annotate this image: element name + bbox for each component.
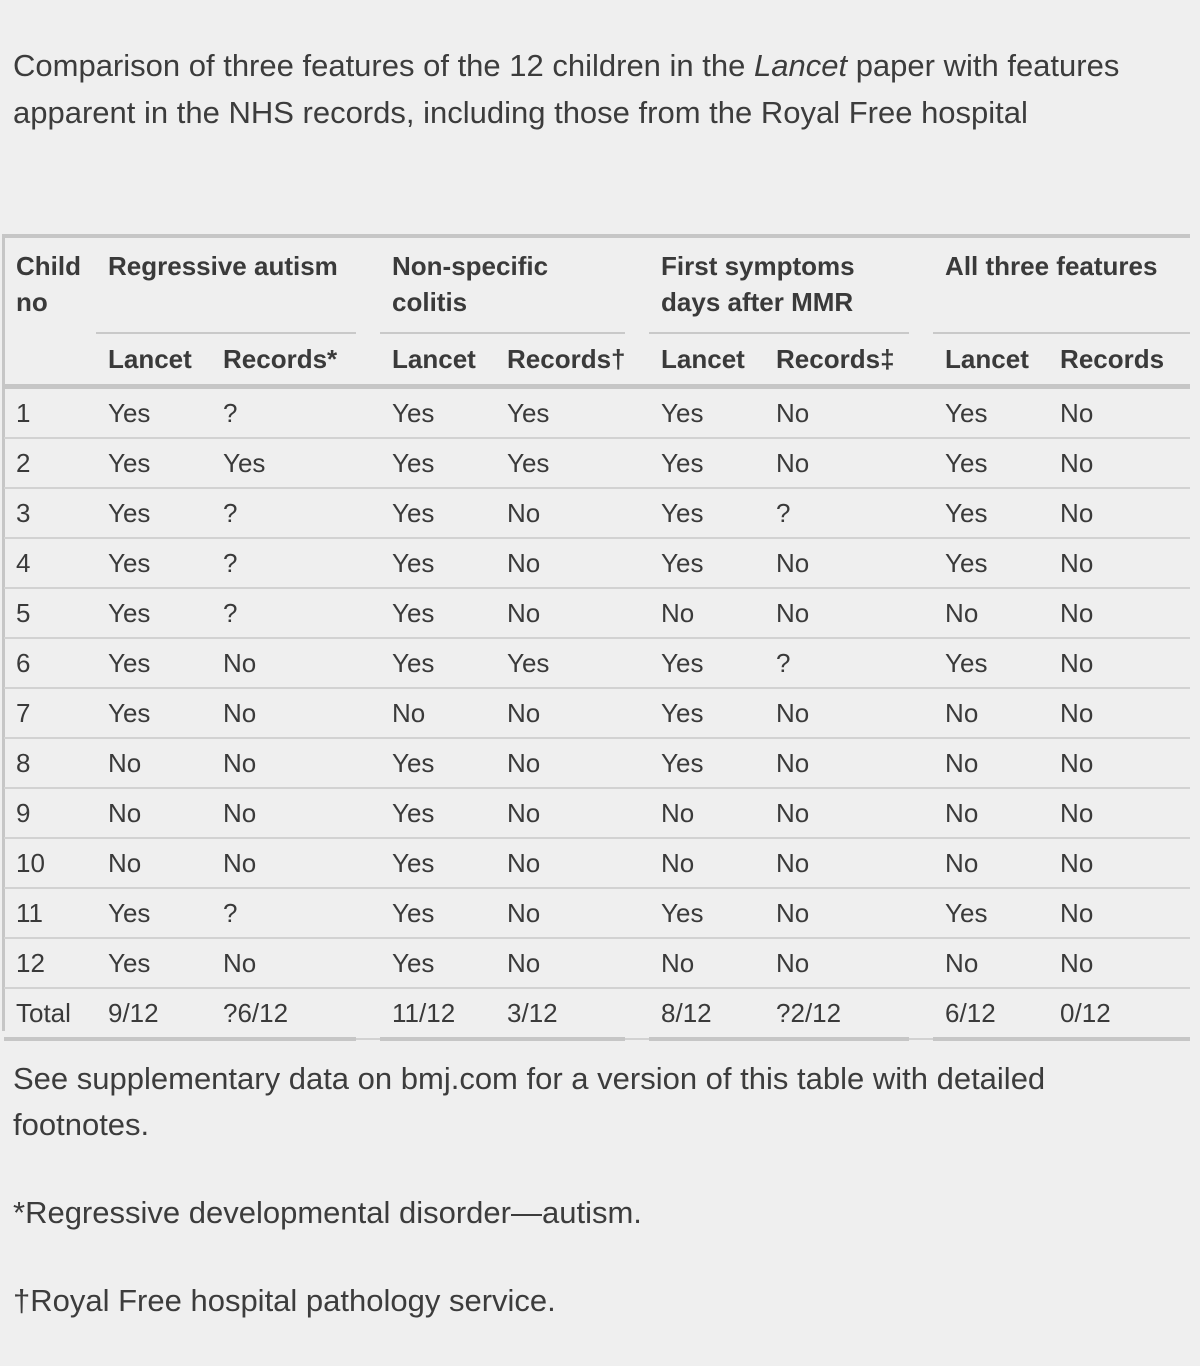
subheader-lancet: Lancet (392, 343, 476, 374)
table-cell: No (495, 788, 625, 838)
table-cell: Yes (96, 588, 211, 638)
table-cell: No (495, 488, 625, 538)
table-cell: No (764, 538, 909, 588)
table-cell: No (764, 438, 909, 488)
table-cell: No (933, 688, 1048, 738)
table-cell: No (764, 688, 909, 738)
table-cell: Yes (380, 938, 495, 988)
table-cell: Yes (380, 638, 495, 688)
table-cell: No (764, 788, 909, 838)
table-cell: Yes (380, 788, 495, 838)
table-cell: No (933, 588, 1048, 638)
table-cell: Yes (96, 938, 211, 988)
table-cell: ? (764, 488, 909, 538)
table-cell: Yes (96, 488, 211, 538)
table-row (4, 488, 1190, 538)
caption-italic: Lancet (754, 48, 848, 83)
subheader-records: Records‡ (776, 343, 895, 374)
table-cell: Yes (933, 538, 1048, 588)
table-cell: No (649, 938, 764, 988)
table-cell: ? (211, 488, 356, 538)
table-cell: Yes (380, 838, 495, 888)
child-number: 3 (4, 488, 96, 538)
table-cell: No (96, 838, 211, 888)
table-cell: Yes (649, 888, 764, 938)
table-cell: No (933, 938, 1048, 988)
table-cell: No (495, 888, 625, 938)
table-cell: 11/12 (380, 988, 495, 1039)
table-cell: No (211, 688, 356, 738)
table-body (4, 387, 1190, 1040)
table-cell: Yes (933, 638, 1048, 688)
table-row (4, 788, 1190, 838)
child-number: 10 (4, 838, 96, 888)
table-cell: ? (211, 387, 356, 439)
table-cell: No (495, 538, 625, 588)
header-group-regressive-autism: Regressive autism (96, 236, 356, 333)
table-cell: No (211, 788, 356, 838)
child-number: 4 (4, 538, 96, 588)
table-cell: No (495, 588, 625, 638)
table-cell: No (1048, 588, 1190, 638)
table-cell: No (380, 688, 495, 738)
table-row (4, 838, 1190, 888)
table-cell: ?6/12 (211, 988, 356, 1039)
caption-text-rest: paper with features apparent in the NHS records, including those from the Royal Free hospital (13, 48, 1120, 130)
table-cell: Yes (649, 387, 764, 439)
table-cell: No (1048, 738, 1190, 788)
comparison-table (4, 234, 1190, 1041)
table-cell: No (933, 738, 1048, 788)
table-cell: No (1048, 688, 1190, 738)
table-cell: No (649, 588, 764, 638)
footnotes (13, 1056, 1173, 1366)
table-cell: Yes (380, 438, 495, 488)
subheader-records: Records† (507, 343, 626, 374)
table-cell: No (1048, 638, 1190, 688)
table-cell: No (649, 788, 764, 838)
subheader-lancet: Lancet (661, 343, 745, 374)
table-cell: No (211, 738, 356, 788)
table-cell: ? (211, 538, 356, 588)
subheader-records: Records* (223, 343, 338, 374)
table-cell: Yes (380, 588, 495, 638)
table-cell: Yes (495, 438, 625, 488)
total-label: Total (4, 988, 96, 1039)
table-row (4, 938, 1190, 988)
table-cell: 0/12 (1048, 988, 1190, 1039)
table-cell: Yes (380, 387, 495, 439)
footnote-dagger: †Royal Free hospital pathology service. (13, 1283, 556, 1318)
table-cell: Yes (96, 438, 211, 488)
table-cell: No (495, 738, 625, 788)
table-cell: Yes (649, 488, 764, 538)
table-cell: No (933, 838, 1048, 888)
table-row (4, 538, 1190, 588)
child-number: 9 (4, 788, 96, 838)
table-cell: No (211, 938, 356, 988)
subheader-lancet: Lancet (945, 343, 1029, 374)
table-cell: No (764, 888, 909, 938)
table-cell: Yes (933, 387, 1048, 439)
subheader-lancet: Lancet (108, 343, 192, 374)
subheader-records: Records (1060, 343, 1165, 374)
table-cell: No (96, 738, 211, 788)
table-cell: No (96, 788, 211, 838)
table-cell: Yes (495, 638, 625, 688)
table-cell: No (933, 788, 1048, 838)
table-cell: Yes (649, 538, 764, 588)
table-cell: No (1048, 488, 1190, 538)
table-cell: No (649, 838, 764, 888)
table-cell: Yes (649, 638, 764, 688)
table-cell: Yes (96, 688, 211, 738)
caption-text: Comparison of three features of the 12 children in the (13, 48, 754, 83)
table-cell: Yes (96, 387, 211, 439)
table-cell: ? (764, 638, 909, 688)
table-cell: 3/12 (495, 988, 625, 1039)
table-cell: No (495, 688, 625, 738)
group-header-row (4, 236, 1190, 333)
table-cell: Yes (933, 888, 1048, 938)
table-cell: ? (211, 888, 356, 938)
table-row (4, 387, 1190, 439)
table-row (4, 738, 1190, 788)
table-row (4, 588, 1190, 638)
table-cell: Yes (96, 538, 211, 588)
table-cell: Yes (96, 638, 211, 688)
child-number: 6 (4, 638, 96, 688)
table-cell: No (1048, 387, 1190, 439)
table-row (4, 888, 1190, 938)
child-number: 7 (4, 688, 96, 738)
table-cell: Yes (649, 738, 764, 788)
table-cell: 6/12 (933, 988, 1048, 1039)
table-cell: Yes (495, 387, 625, 439)
table-row (4, 638, 1190, 688)
table-cell: No (1048, 888, 1190, 938)
header-group-all-three: All three features (933, 236, 1190, 333)
child-number: 5 (4, 588, 96, 638)
table-cell: No (495, 838, 625, 888)
table-cell: Yes (380, 738, 495, 788)
table-cell: No (764, 838, 909, 888)
table-row (4, 688, 1190, 738)
footnote-supplementary: See supplementary data on bmj.com for a version of this table with detailed footnotes. (13, 1061, 1046, 1142)
total-row (4, 988, 1190, 1039)
table-cell: No (211, 838, 356, 888)
table-cell: Yes (649, 438, 764, 488)
table-cell: Yes (933, 488, 1048, 538)
header-child-no: Child no (16, 251, 81, 317)
table-cell: Yes (649, 688, 764, 738)
child-number: 11 (4, 888, 96, 938)
child-number: 12 (4, 938, 96, 988)
table-cell: Yes (96, 888, 211, 938)
table-cell: Yes (933, 438, 1048, 488)
table-cell: 8/12 (649, 988, 764, 1039)
table-cell: No (1048, 938, 1190, 988)
table-caption (13, 42, 1173, 136)
table-cell: Yes (211, 438, 356, 488)
table-cell: No (1048, 788, 1190, 838)
child-number: 8 (4, 738, 96, 788)
header-group-colitis: Non-specific colitis (380, 236, 625, 333)
table-cell: No (495, 938, 625, 988)
table-cell: No (764, 588, 909, 638)
table-row (4, 438, 1190, 488)
child-number: 2 (4, 438, 96, 488)
header-group-first-symptoms: First symptoms days after MMR (649, 236, 909, 333)
table-cell: No (764, 938, 909, 988)
table-cell: Yes (380, 888, 495, 938)
table-cell: ?2/12 (764, 988, 909, 1039)
table-cell: No (764, 738, 909, 788)
child-number: 1 (4, 387, 96, 439)
table-cell: No (1048, 838, 1190, 888)
table-cell: No (1048, 438, 1190, 488)
table-cell: No (764, 387, 909, 439)
sub-header-row (4, 333, 1190, 387)
table-cell: 9/12 (96, 988, 211, 1039)
table-cell: Yes (380, 488, 495, 538)
footnote-asterisk: *Regressive developmental disorder—autism. (13, 1195, 642, 1230)
table-cell: ? (211, 588, 356, 638)
table-cell: No (1048, 538, 1190, 588)
table-cell: No (211, 638, 356, 688)
table-cell: Yes (380, 538, 495, 588)
